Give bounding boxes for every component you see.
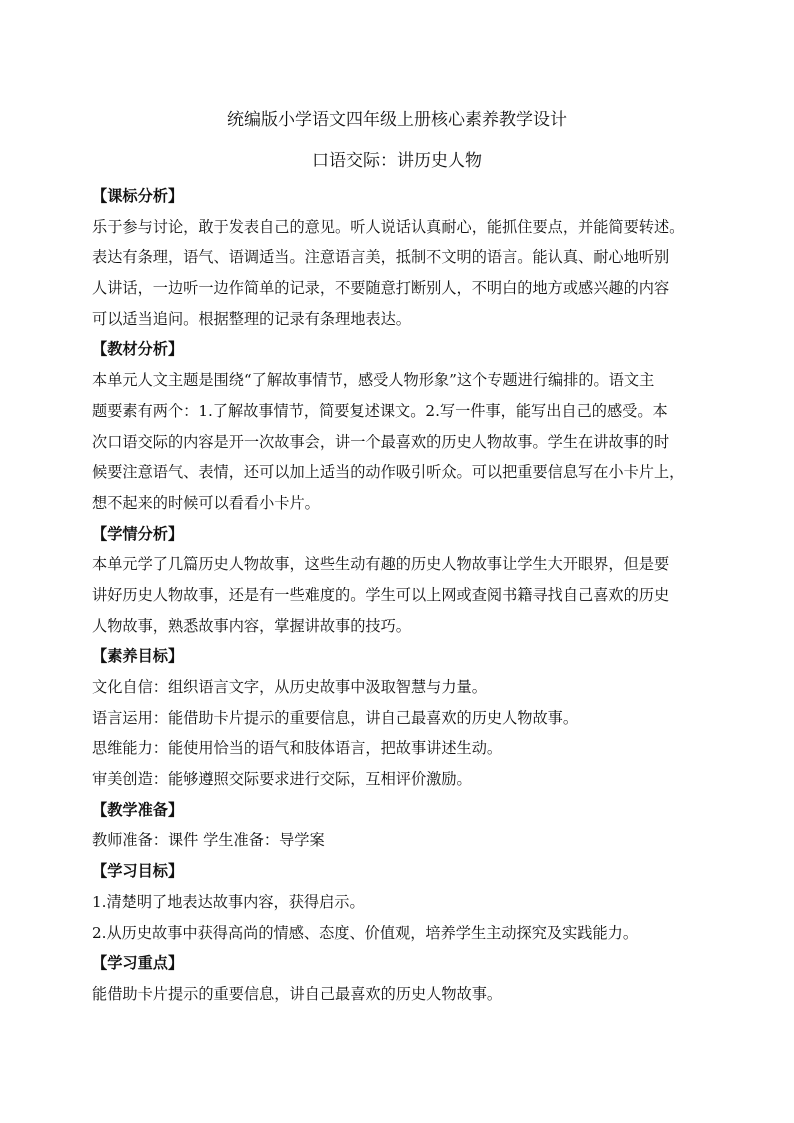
- section-heading: 【课标分析】: [92, 187, 184, 205]
- section-heading: 【教学准备】: [92, 800, 184, 819]
- paragraph-line: 次口语交际的内容是开一次故事会，讲一个最喜欢的历史人物故事。学生在讲故事的时: [92, 432, 670, 451]
- paragraph-line: 想不起来的时候可以看看小卡片。: [92, 493, 320, 512]
- paragraph-line: 人物故事，熟悉故事内容，掌握讲故事的技巧。: [92, 616, 411, 635]
- paragraph-line: 2.从历史故事中获得高尚的情感、态度、价值观，培养学生主动探究及实践能力。: [92, 923, 639, 942]
- section-heading: 【学习重点】: [92, 954, 184, 973]
- paragraph-line: 可以适当追问。根据整理的记录有条理地表达。: [92, 309, 411, 328]
- section-heading: 【教材分析】: [92, 340, 184, 359]
- section-heading: 【学情分析】: [92, 524, 184, 543]
- paragraph-line: 能借助卡片提示的重要信息，讲自己最喜欢的历史人物故事。: [92, 984, 503, 1003]
- paragraph-line: 本单元学了几篇历史人物故事，这些生动有趣的历史人物故事让学生大开眼界，但是要: [92, 555, 670, 574]
- section-heading: 【学习目标】: [92, 862, 184, 881]
- paragraph-line: 表达有条理，语气、语调适当。注意语言美，抵制不文明的语言。能认真、耐心地听别: [92, 248, 670, 267]
- paragraph-line: 人讲话，一边听一边作简单的记录，不要随意打断别人，不明白的地方或感兴趣的内容: [92, 279, 670, 298]
- paragraph-line: 思维能力：能使用恰当的语气和肢体语言，把故事讲述生动。: [92, 739, 503, 758]
- paragraph-line: 本单元人文主题是围绕“了解故事情节，感受人物形象”这个专题进行编排的。语文主: [92, 371, 655, 390]
- paragraph-line: 教师准备：课件 学生准备：导学案: [92, 831, 325, 850]
- paragraph-line: 乐于参与讨论，敢于发表自己的意见。听人说话认真耐心，能抓住要点，并能简要转述。: [92, 217, 685, 236]
- document-subtitle: 口语交际：讲历史人物: [312, 151, 482, 171]
- paragraph-line: 讲好历史人物故事，还是有一些难度的。学生可以上网或查阅书籍寻找自己喜欢的历史: [92, 585, 670, 604]
- paragraph-line: 题要素有两个：1.了解故事情节，简要复述课文。2.写一件事，能写出自己的感受。本: [92, 401, 668, 420]
- document-title: 统编版小学语文四年级上册核心素养教学设计: [227, 110, 567, 130]
- paragraph-line: 文化自信：组织语言文字，从历史故事中汲取智慧与力量。: [92, 678, 487, 696]
- paragraph-line: 候要注意语气、表情，还可以加上适当的动作吸引听众。可以把重要信息写在小卡片上，: [92, 463, 685, 482]
- section-heading: 【素养目标】: [92, 647, 184, 666]
- paragraph-line: 1.清楚明了地表达故事内容，获得启示。: [92, 892, 365, 911]
- document-body: [92, 181, 704, 1010]
- paragraph-line: 语言运用：能借助卡片提示的重要信息，讲自己最喜欢的历史人物故事。: [92, 708, 578, 727]
- paragraph-line: 审美创造：能够遵照交际要求进行交际，互相评价激励。: [92, 770, 472, 789]
